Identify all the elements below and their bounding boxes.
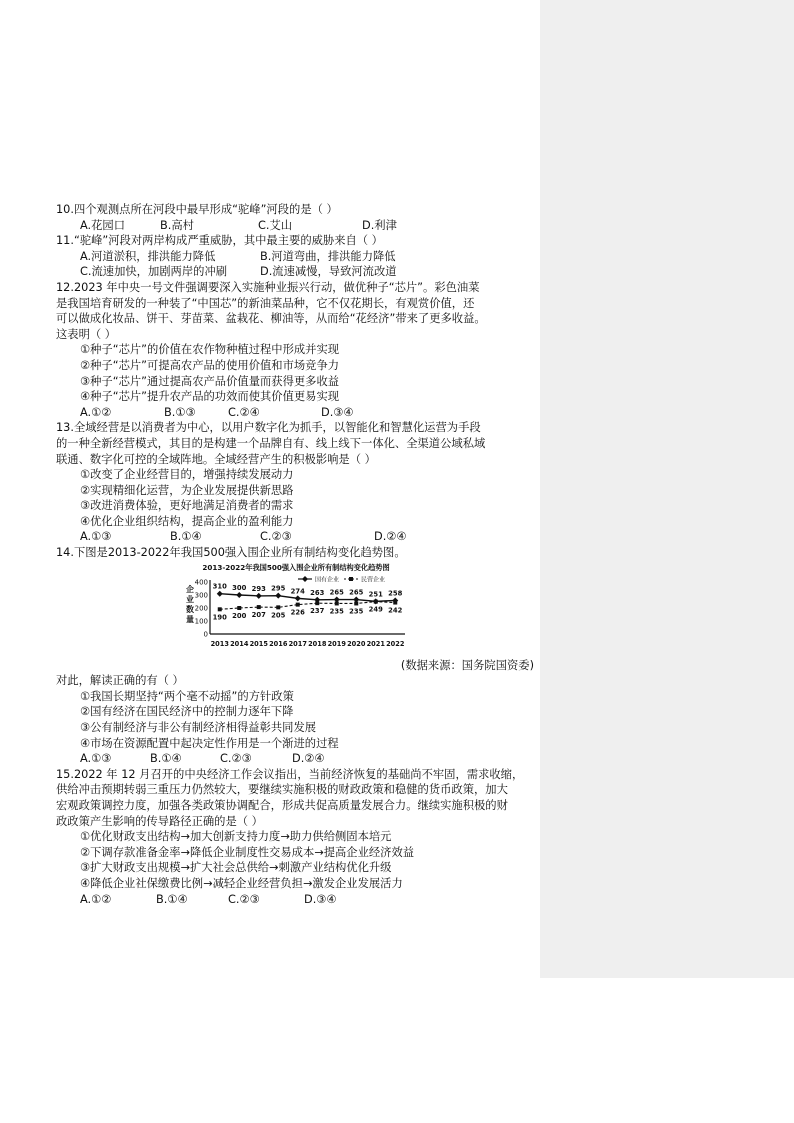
y-tick-label: 400: [194, 578, 208, 587]
q12-stem: [56, 280, 534, 342]
data-point-state-owned: [236, 592, 242, 598]
q14-source-text: (数据来源：国务院国资委): [400, 658, 534, 672]
exam-document: [56, 202, 534, 907]
q15-option-b: B.①④: [156, 892, 188, 906]
data-label-private: 242: [388, 606, 403, 615]
q12-option-b: B.①③: [164, 405, 196, 419]
q15-option-d: D.③④: [304, 892, 337, 906]
q11-option-d: D.流速减慢，导致河流改道: [260, 265, 397, 279]
chart-title: 2013-2022年我国500强入围企业所有制结构变化趋势图: [202, 562, 390, 572]
y-tick-label: 100: [194, 617, 208, 626]
q14-after: 对此，解读正确的有（ ）: [56, 674, 184, 688]
q13-stem: [56, 420, 534, 467]
q15-stem: [56, 767, 534, 829]
q11-options-row1: [56, 249, 534, 265]
q14-statement-2: ②国有经济在国民经济中的控制力逐年下降: [80, 705, 294, 719]
y-axis-label-char: 业: [186, 594, 194, 604]
q12-stem-line: 可以做成化妆品、饼干、芽苗菜、盆栽花、柳油等，从而给“花经济”带来了更多收益。: [56, 312, 486, 326]
data-label-state-owned: 265: [349, 588, 364, 597]
data-point-state-owned: [256, 593, 262, 599]
data-label-private: 200: [232, 611, 247, 620]
q12-option-a: A.①②: [80, 405, 112, 419]
q14-option-d: D.②④: [292, 752, 325, 766]
q10-option-b: B.高村: [160, 218, 194, 232]
legend-marker-square: [349, 577, 353, 581]
q13-option-c: C.②③: [260, 530, 292, 544]
q13-statement-1: ①改变了企业经营目的，增强持续发展动力: [80, 468, 294, 482]
data-point-private: [335, 601, 339, 605]
data-label-private: 235: [349, 607, 364, 616]
q13-statement-4: ④优化企业组织结构，提高企业的盈利能力: [80, 514, 294, 528]
q13-option-d: D.②④: [374, 530, 407, 544]
q15-stem-line: 供给冲击预期转弱三重压力仍然较大，要继续实施积极的财政政策和稳健的货币政策，加大: [56, 783, 508, 797]
data-label-state-owned: 300: [232, 583, 247, 592]
q15-stem-line: 政政策产生影响的传导路径正确的是（ ）: [56, 814, 263, 828]
q14-options: [56, 751, 534, 767]
x-tick-label: 2021: [366, 639, 385, 648]
data-point-state-owned: [295, 595, 301, 601]
q12-stem-line: 12.2023 年中央一号文件强调要深入实施种业振兴行动，做优种子“芯片”。彩色油菜: [56, 280, 480, 294]
data-label-state-owned: 265: [329, 588, 344, 597]
data-label-state-owned: 258: [388, 589, 403, 598]
q12-option-c: C.②④: [228, 405, 260, 419]
q12-statement-4: ④种子“芯片”提升农产品的功效而使其价值更易实现: [80, 390, 340, 404]
data-label-private: 190: [212, 612, 227, 621]
q10-option-d: D.利津: [362, 218, 397, 232]
q13-option-b: B.①④: [170, 530, 202, 544]
q14-option-c: C.②③: [220, 752, 252, 766]
x-tick-label: 2019: [327, 639, 346, 648]
data-point-private: [276, 605, 280, 609]
data-label-private: 237: [310, 606, 325, 615]
y-tick-label: 200: [194, 604, 208, 613]
data-label-state-owned: 251: [368, 590, 383, 599]
data-point-private: [393, 600, 397, 604]
q13-statement-3: ③改进消费体验，更好地满足消费者的需求: [80, 499, 294, 513]
data-point-private: [257, 605, 261, 609]
x-tick-label: 2018: [308, 639, 327, 648]
x-tick-label: 2014: [230, 639, 249, 648]
q14-source: [56, 658, 534, 674]
q15-option-c: C.②③: [228, 892, 260, 906]
q14-statement-3: ③公有制经济与非公有制经济相得益彰共同发展: [80, 721, 317, 735]
q15-options: [56, 892, 534, 908]
x-tick-label: 2020: [347, 639, 366, 648]
y-axis-label-char: 数: [186, 604, 194, 614]
q10-option-c: C.艾山: [258, 218, 293, 232]
q14-option-b: B.①④: [150, 752, 182, 766]
y-tick-label: 300: [194, 591, 208, 600]
q14-option-a: A.①③: [80, 752, 112, 766]
legend-marker-diamond: [302, 576, 308, 582]
q14-statement-4: ④市场在资源配置中起决定性作用是一个渐进的过程: [80, 736, 339, 750]
data-label-state-owned: 295: [271, 584, 286, 593]
q13-statement-2: ②实现精细化运营，为企业发展提供新思路: [80, 483, 294, 497]
q15-stem-line: 15.2022 年 12 月召开的中央经济工作会议指出，当前经济恢复的基础尚不牢固，需求收缩，: [56, 767, 524, 781]
data-label-private: 207: [251, 610, 266, 619]
data-label-state-owned: 293: [251, 584, 266, 593]
data-label-state-owned: 263: [310, 588, 325, 597]
x-tick-label: 2013: [210, 639, 229, 648]
q12-option-d: D.③④: [321, 405, 354, 419]
ownership-trend-chart: [56, 562, 534, 656]
q15-statement-4: ④降低企业社保缴费比例→减轻企业经营负担→激发企业发展活力: [80, 876, 403, 890]
q14-stem: 14.下图是2013-2022年我国500强入围企业所有制结构变化趋势图。: [56, 546, 406, 560]
q15-option-a: A.①②: [80, 892, 112, 906]
data-point-private: [296, 602, 300, 606]
q11-option-a: A.河道淤积，排洪能力降低: [80, 249, 216, 263]
legend-label: 国有企业: [315, 576, 340, 584]
q12-options: [56, 405, 534, 421]
q12-stem-line: 这表明（ ）: [56, 327, 117, 341]
q12-stem-line: 是我国培育研发的一种装了“中国芯”的新油菜品种，它不仅花期长，有观赏价值，还: [56, 296, 475, 310]
q10-stem: 10.四个观测点所在河段中最早形成“驼峰”河段的是（ ）: [56, 203, 338, 216]
q13-option-a: A.①③: [80, 530, 112, 544]
q15-statement-3: ③扩大财政支出规模→扩大社会总供给→刺激产业结构优化升级: [80, 861, 392, 875]
data-point-private: [374, 599, 378, 603]
data-point-private: [354, 601, 358, 605]
chart-svg: [184, 562, 408, 654]
q10-options: [56, 218, 534, 234]
q13-stem-line: 13.全域经营是以消费者为中心，以用户数字化为抓手，以智能化和智慧化运营为手段: [56, 421, 481, 435]
q12-statement-2: ②种子“芯片”可提高农产品的使用价值和市场竞争力: [80, 358, 340, 372]
x-tick-label: 2022: [386, 639, 405, 648]
q15-statement-1: ①优化财政支出结构→加大创新支持力度→助力供给侧固本培元: [80, 830, 392, 844]
data-label-state-owned: 310: [212, 582, 227, 591]
q15-stem-line: 宏观政策调控力度，加强各类政策协调配合，形成共促高质量发展合力。继续实施积极的财: [56, 799, 508, 812]
q11-option-c: C.流速加快，加剧两岸的冲刷: [80, 265, 228, 279]
q14-statement-1: ①我国长期坚持“两个毫不动摇”的方针政策: [80, 689, 294, 703]
y-axis-label-char: 量: [186, 614, 194, 624]
x-tick-label: 2017: [288, 639, 307, 648]
legend-label: 民营企业: [361, 576, 386, 584]
x-tick-label: 2015: [249, 639, 268, 648]
q11-option-b: B.河道弯曲，排洪能力降低: [260, 249, 396, 263]
data-point-state-owned: [275, 592, 281, 598]
x-tick-label: 2016: [269, 639, 288, 648]
q11-stem: 11.“驼峰”河段对两岸构成严重威胁，其中最主要的威胁来自（ ）: [56, 234, 383, 248]
q13-options: [56, 529, 534, 545]
data-point-private: [315, 601, 319, 605]
data-label-private: 249: [368, 605, 383, 614]
q10-option-a: A.花园口: [80, 218, 126, 232]
y-axis-label-char: 企: [186, 584, 194, 594]
q11-options-row2: [56, 264, 534, 280]
data-label-private: 226: [290, 608, 305, 617]
data-point-state-owned: [217, 590, 223, 596]
q13-stem-line: 的一种全新经营模式，其目的是构建一个品牌自有、线上线下一体化、全渠道公域私域: [56, 436, 486, 450]
q12-statement-1: ①种子“芯片”的价值在农作物种植过程中形成并实现: [80, 343, 340, 357]
q12-statement-3: ③种子“芯片”通过提高农产品价值量而获得更多收益: [80, 374, 340, 388]
q13-stem-line: 联通、数字化可控的全域阵地。全域经营产生的积极影响是（ ）: [56, 452, 376, 466]
comment-sidebar: [540, 0, 794, 978]
data-label-private: 235: [329, 607, 344, 616]
data-label-private: 205: [271, 611, 286, 620]
y-tick-label: 0: [203, 630, 208, 639]
data-label-state-owned: 274: [290, 587, 305, 596]
data-point-private: [218, 607, 222, 611]
data-point-private: [237, 606, 241, 610]
q15-statement-2: ②下调存款准备金率→降低企业制度性交易成本→提高企业经济效益: [80, 845, 415, 859]
